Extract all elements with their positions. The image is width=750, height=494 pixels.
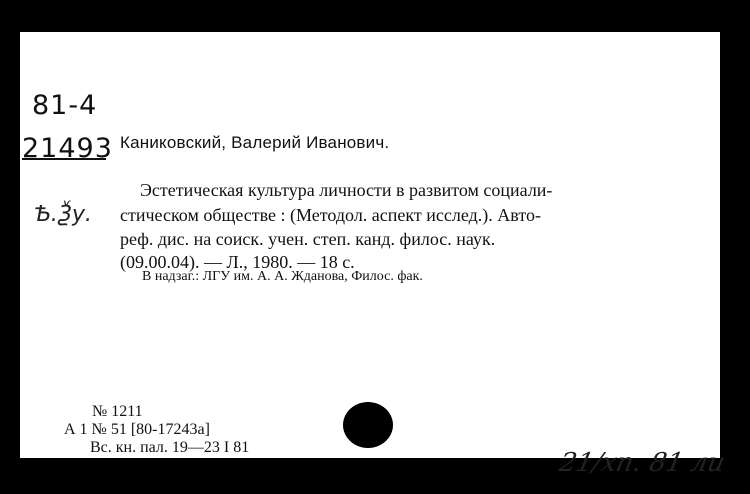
punch-hole [343,402,393,448]
shelf-code-top: 81-4 [32,90,98,121]
chamber-reference: Вс. кн. пал. 19—23 I 81 [90,439,250,456]
handwritten-note: Ѣ.Ѯу. [31,202,95,227]
title-line-3: реф. дис. на соиск. учен. степ. канд. филос. наук. [120,229,496,249]
handwritten-signature: 21/хп. 81 ли [556,448,728,478]
author-heading: Каниковский, Валерий Иванович. [120,133,390,152]
title-line-2: стическом обществе : (Методол. аспект исслед.). Авто- [120,205,541,225]
shelf-code-bottom: 21493 [22,133,113,164]
record-number: № 1211 [92,403,143,420]
catalog-card [20,32,728,478]
record-reference: А 1 № 51 [80-17243а] [64,421,210,438]
title-line-4: (09.00.04). — Л., 1980. — 18 с. [120,252,355,272]
institution-note: В надзаг.: ЛГУ им. А. А. Жданова, Филос. фак. [142,269,423,284]
title-line-1: Эстетическая культура личности в развитом социали- [140,180,553,200]
